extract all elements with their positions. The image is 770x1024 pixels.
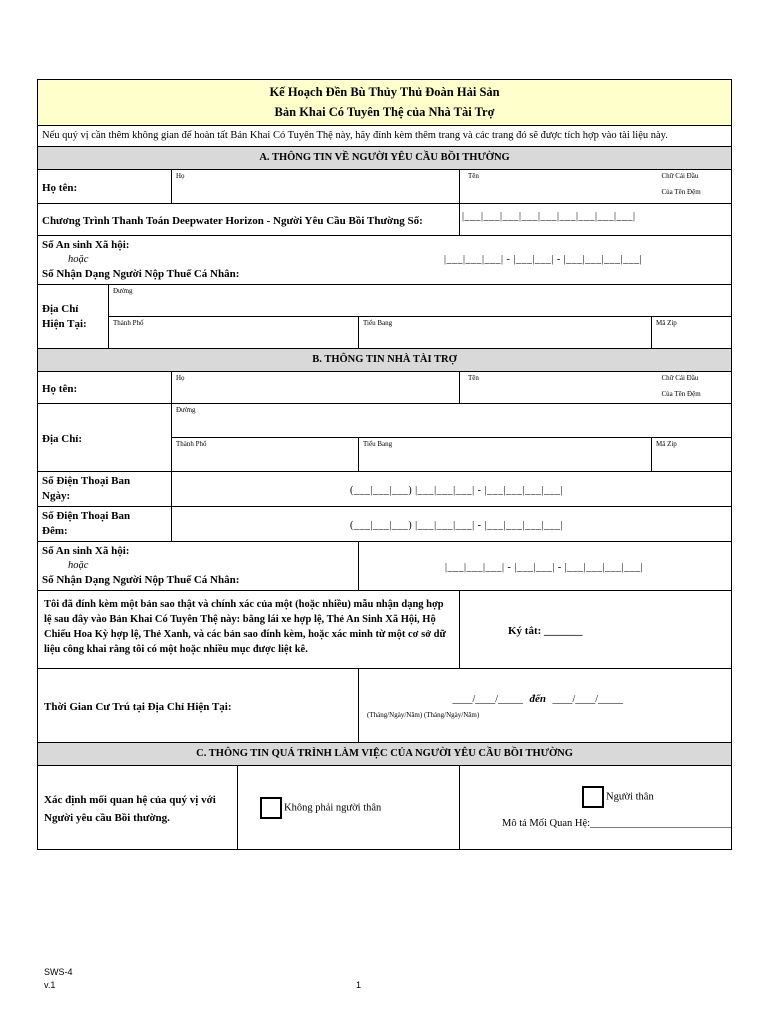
relationship-label: Xác định mối quan hệ của quý vị với Người yêu cầu Bồi thường. [44,793,216,824]
city-caption: Thành Phố [113,319,144,327]
sponsor-middle-initial-field[interactable] [652,372,732,404]
street-caption: Đường [176,406,196,414]
zip-caption: Mã Zip [656,440,677,448]
to-label: đến [529,693,546,705]
residence-duration-label: Thời Gian Cư Trú tại Địa Chỉ Hiện Tại: [44,700,232,713]
claimant-first-name-field[interactable] [460,170,652,204]
claimant-address-label-1: Địa Chỉ [42,302,79,315]
claimant-itin-label: Số Nhận Dạng Người Nộp Thuế Cá Nhân: [42,268,240,280]
id-attestation-text: Tôi đã đính kèm một bản sao thật và chính xác của một (hoặc nhiều) mẫu nhận dạng hợp lệ sau đây vào Bản Khai Có Tuyên Thệ này: bằng lái xe hợp lệ, Thẻ An Sinh Xã Hội, Hộ Chiếu Hoa Kỳ hợp lệ, Thẻ Xanh, và các bản sao đính kèm, hoặc xác minh từ một cơ sở dữ liệu công khai rằng tôi có một hoặc nhiều mục được liệt kê. [38,591,460,669]
sponsor-zip-field[interactable] [652,438,732,472]
sponsor-affidavit-form [37,79,731,850]
date-from: ____/____/_____ [452,694,523,705]
form-id: SWS-4 [44,967,73,977]
sponsor-first-name-field[interactable] [460,372,652,404]
sponsor-name-label-cell [38,372,172,404]
claimant-street-field[interactable] [109,285,732,317]
describe-relationship-field[interactable]: Mô tả Mối Quan Hệ:___________________________ [502,818,732,829]
sponsor-address-label-cell [38,404,172,472]
claimant-ssn-field[interactable]: |___|___|___| - |___|___| - |___|___|___|___| [444,254,643,265]
form-title: Kế Hoạch Đền Bù Thủy Thủ Đoàn Hải Sản [269,85,500,99]
relative-option[interactable] [460,786,731,808]
sponsor-address-label: Địa Chỉ: [42,432,83,445]
city-caption: Thành Phố [176,440,207,448]
instruction-note: Nếu quý vị cần thêm không gian để hoàn tất Bản Khai Có Tuyên Thệ này, hãy đính kèm thêm trang và các trang đó sẽ được tích hợp vào tài liệu này. [38,126,732,147]
claimant-address-label-2: Hiện Tại: [42,317,87,330]
state-caption: Tiểu Bang [363,319,393,327]
claimant-name-label: Họ tên: [42,181,78,194]
sponsor-last-name-field[interactable] [172,372,460,404]
day-phone-label-2: Ngày: [42,490,71,502]
day-phone-field[interactable] [172,472,732,507]
not-relative-label: Không phải người thân [284,801,382,813]
sponsor-ssn-field[interactable] [359,542,732,591]
relationship-label-cell [38,766,238,850]
claimant-last-name-field[interactable] [172,170,460,204]
form-subtitle: Bản Khai Có Tuyên Thệ của Nhà Tài Trợ [274,105,495,119]
street-caption: Đường [113,287,133,295]
middle-initial-caption-2: Của Tên Đệm [661,390,701,398]
state-caption: Tiểu Bang [363,440,393,448]
program-number-label: Chương Trình Thanh Toán Deepwater Horizon - Người Yêu Cầu Bồi Thường Số: [42,214,423,227]
relative-label: Người thân [606,791,654,803]
claimant-address-label-cell [38,285,109,349]
sponsor-name-label: Họ tên: [42,382,78,395]
claimant-state-field[interactable] [359,317,652,349]
middle-initial-caption-1: Chữ Cái Đầu [661,374,699,382]
night-phone-field[interactable] [172,507,732,542]
residence-date-range [367,692,731,707]
claimant-ssn-row [38,236,732,285]
initials-field[interactable] [460,591,732,669]
section-c-title: C. THÔNG TIN QUÁ TRÌNH LÀM VIỆC CỦA NGƯỜI YÊU CẦU BỒI THƯỜNG [38,743,732,766]
claimant-name-label-cell [38,170,172,204]
program-number-boxes: |___|___|___|___|___|___|___|___|___| [462,211,636,222]
night-phone-label-1: Số Điện Thoại Ban [42,510,131,522]
middle-initial-caption-2: Của Tên Đệm [661,188,701,196]
residence-dates-field[interactable] [359,669,732,743]
section-a-title: A. THÔNG TIN VỀ NGƯỜI YÊU CẦU BỒI THƯỜNG [38,147,732,170]
not-relative-option[interactable] [238,766,460,850]
sponsor-itin-label: Số Nhận Dạng Người Nộp Thuế Cá Nhân: [42,574,240,586]
night-phone-label-2: Đêm: [42,525,68,537]
program-number-label-cell [38,204,460,236]
relative-checkbox[interactable] [582,786,604,808]
sponsor-ssn-label-cell [38,542,359,591]
date-format-hint: (Tháng/Ngày/Năm) (Tháng/Ngày/Năm) [367,711,480,719]
night-phone-boxes: (___|___|___) |___|___|___| - |___|___|___|___| [350,520,564,531]
middle-initial-caption-1: Chữ Cái Đầu [661,172,699,180]
night-phone-label-cell [38,507,172,542]
first-name-caption: Tên [468,172,479,180]
claimant-or-label: hoặc [68,254,89,265]
form-version: v.1 [44,980,56,990]
initials-label: Ký tắt: _______ [508,624,583,637]
day-phone-label-1: Số Điện Thoại Ban [42,475,131,487]
sponsor-ssn-label: Số An sinh Xã hội: [42,545,130,557]
claimant-zip-field[interactable] [652,317,732,349]
date-to: ____/____/_____ [552,694,624,705]
zip-caption: Mã Zip [656,319,677,327]
day-phone-boxes: (___|___|___) |___|___|___| - |___|___|___|___| [350,485,564,496]
day-phone-label-cell [38,472,172,507]
claimant-ssn-label: Số An sinh Xã hội: [42,239,130,251]
claimant-city-field[interactable] [109,317,359,349]
claimant-middle-initial-field[interactable] [652,170,732,204]
relative-option-cell [460,766,732,850]
sponsor-state-field[interactable] [359,438,652,472]
program-number-field[interactable] [460,204,732,236]
first-name-caption: Tên [468,374,479,382]
page-number: 1 [356,980,362,990]
last-name-caption: Họ [176,172,185,180]
sponsor-city-field[interactable] [172,438,359,472]
last-name-caption: Họ [176,374,185,382]
section-b-title: B. THÔNG TIN NHÀ TÀI TRỢ [38,349,732,372]
form-header [38,80,732,126]
sponsor-or-label: hoặc [68,560,89,571]
not-relative-checkbox[interactable] [260,797,282,819]
sponsor-street-field[interactable] [172,404,732,438]
sponsor-ssn-boxes: |___|___|___| - |___|___| - |___|___|___|___| [445,562,644,573]
residence-label-cell [38,669,359,743]
